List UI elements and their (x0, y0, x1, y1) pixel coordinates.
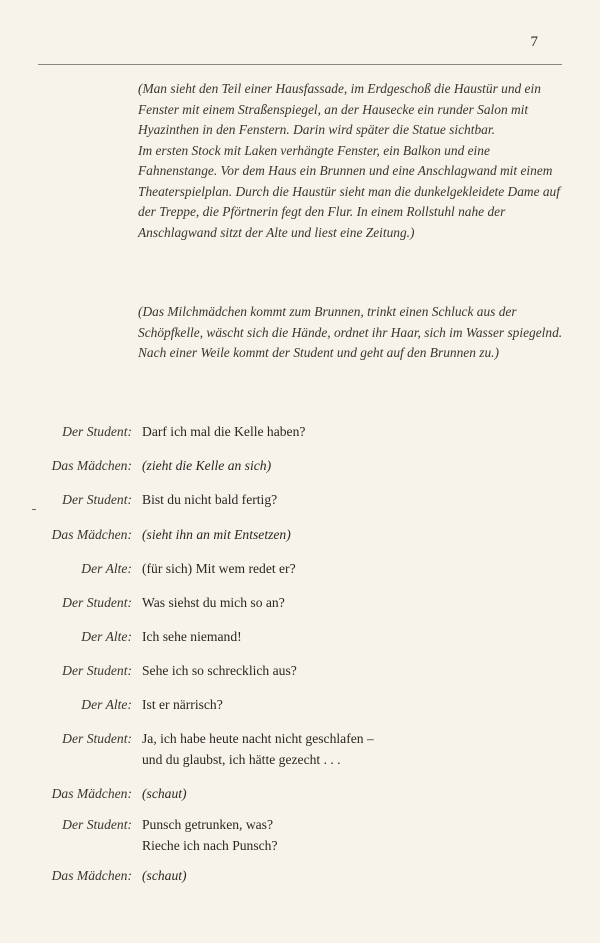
speech-text: Was siehst du mich so an? (142, 595, 285, 610)
page-number: 7 (530, 34, 538, 50)
speech-text: Bist du nicht bald fertig? (142, 492, 278, 507)
speaker-name: Das Mädchen: (51, 527, 132, 542)
speaker-name: Der Student: (62, 731, 132, 746)
speaker-name: Der Student: (62, 595, 132, 610)
speaker-name: Der Alte: (81, 629, 132, 644)
stage-direction-text: (Man sieht den Teil einer Hausfassade, im Erdgeschoß die Haustür und ein Fenster mit einem Straßenspiegel, an der Hausecke ein runder Salon mit Hyazinthen in den Fenstern. Darin wird später die Statue sichtbar. Im ersten Stock mit Laken verhängte Fenster, ein Balkon und eine Fahnenstange. Vor dem Haus ein Brunnen und eine Anschlagwand mit einem Theaterspielplan. Durch die Haustür sieht man die dunkelgekleidete Dame auf der Treppe, die Pförtnerin fegt den Flur. In einem Rollstuhl nahe der Anschlagwand sitzt der Alte und liest eine Zeitung.) (138, 81, 560, 240)
speaker-name: Der Student: (62, 424, 132, 439)
speech-text: (zieht die Kelle an sich) (142, 458, 272, 473)
speaker-name: Das Mädchen: (51, 868, 132, 883)
speech-text: Sehe ich so schrecklich aus? (142, 663, 297, 678)
speaker-name: Der Student: (62, 817, 132, 832)
speaker-name: Das Mädchen: (51, 458, 132, 473)
speaker-name: Der Student: (62, 492, 132, 507)
speaker-name: Der Alte: (81, 561, 132, 576)
speaker-name: Der Student: (62, 663, 132, 678)
speech-text: (schaut) (142, 786, 187, 801)
stage-direction-text: (Das Milchmädchen kommt zum Brunnen, trinkt einen Schluck aus der Schöpfkelle, wäscht sich die Hände, ordnet ihr Haar, sich im Wasser spiegelnd. Nach einer Weile kommt der Student und geht auf den Brunnen zu.) (138, 304, 563, 360)
speech-text: Ich sehe niemand! (142, 629, 242, 644)
speech-text: Darf ich mal die Kelle haben? (142, 424, 306, 439)
speech-text: (für sich) Mit wem redet er? (142, 561, 296, 576)
speaker-name: Das Mädchen: (51, 786, 132, 801)
speech-text: (schaut) (142, 868, 187, 883)
speech-text: (sieht ihn an mit Entsetzen) (142, 527, 291, 542)
header-rule (38, 64, 562, 65)
speech-text: Ja, ich habe heute nacht nicht geschlafen – und du glaubst, ich hätte gezecht . . . (142, 731, 374, 767)
speaker-name: Der Alte: (81, 697, 132, 712)
stage-direction-opening (138, 79, 568, 243)
speech-text: Ist er närrisch? (142, 697, 223, 712)
stage-direction-entrance (138, 302, 568, 364)
speech-text: Punsch getrunken, was? Rieche ich nach Punsch? (142, 817, 278, 853)
